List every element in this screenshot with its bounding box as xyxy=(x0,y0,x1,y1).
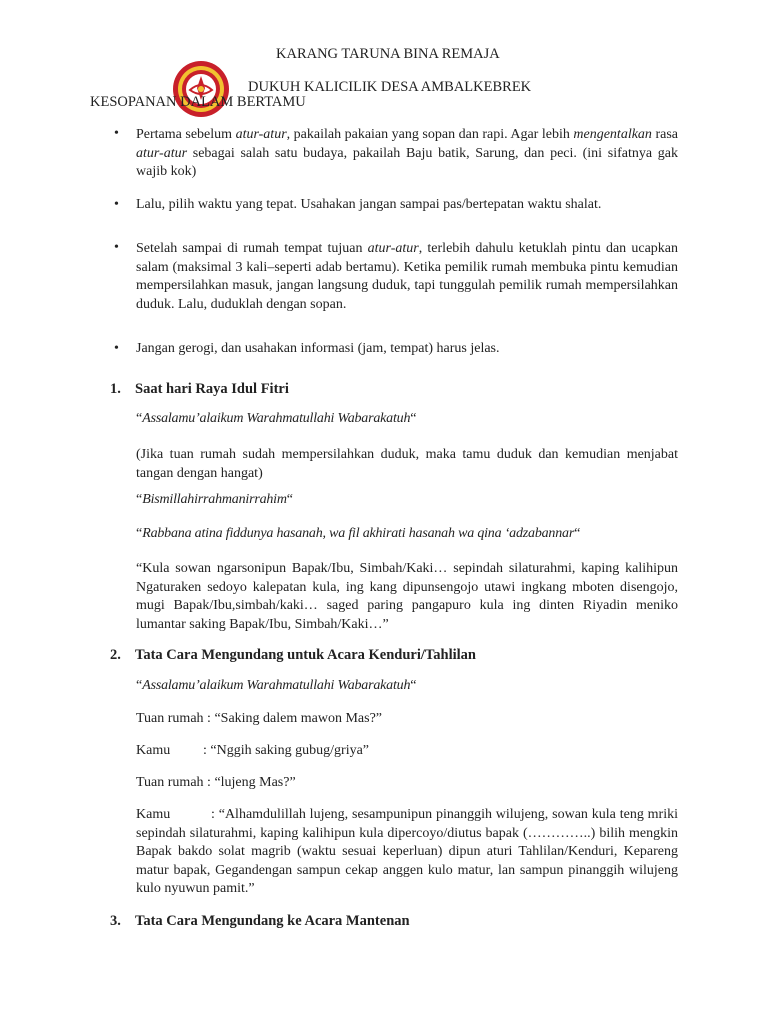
page-title: KESOPANAN DALAM BERTAMU xyxy=(90,94,306,110)
bullet-icon: • xyxy=(114,240,119,255)
bullet-icon: • xyxy=(114,341,119,356)
section-1-salam: “Assalamu’alaikum Warahmatullahi Wabarakatuh“ xyxy=(136,411,417,426)
section-1-heading: 1. Saat hari Raya Idul Fitri xyxy=(110,381,289,397)
bullet-3-text: Setelah sampai di rumah tempat tujuan atur-atur, terlebih dahulu ketuklah pintu dan ucapkan salam (maksimal 3 kali–seperti adab bertamu). Ketika pemilik rumah membuka pintu kemudian mempersilahkan masuk, jangan langsung duduk, tapi tunggulah pemilik rumah mempersilahkan duduk. Lalu, duduklah dengan sopan. xyxy=(136,241,678,312)
section-3-heading: 3. Tata Cara Mengundang ke Acara Mantenan xyxy=(110,913,410,929)
dialog-line-3: Tuan rumah : “lujeng Mas?” xyxy=(136,775,296,790)
bullet-2-text: Lalu, pilih waktu yang tepat. Usahakan jangan sampai pas/bertepatan waktu shalat. xyxy=(136,197,602,212)
bullet-icon: • xyxy=(114,126,119,141)
bullet-1-text: Pertama sebelum atur-atur, pakailah pakaian yang sopan dan rapi. Agar lebih mengentalkan rasa atur-atur sebagai salah satu budaya, pakailah Baju batik, Sarung, dan peci. (ini sifatnya gak wajib kok) xyxy=(136,127,678,179)
section-1-speech: “Kula sowan ngarsonipun Bapak/Ibu, Simbah/Kaki… sepindah silaturahmi, kaping kalihipun Ngaturaken sedoyo kalepatan kula, ing kang dipunsengojo utawi ingkang mboten disengojo, mugi Bapak/Ibu,simbah/kaki… saged paring pangapuro kula ing dinten Riyadin meniko lumantar saking Bapak/Ibu, Simbah/Kaki…” xyxy=(136,561,678,632)
section-1-note: (Jika tuan rumah sudah mempersilahkan duduk, maka tamu duduk dan kemudian menjabat tangan dengan hangat) xyxy=(136,447,678,481)
section-1-bismillah: “Bismillahirrahmanirrahim“ xyxy=(136,492,293,507)
org-name: KARANG TARUNA BINA REMAJA xyxy=(276,46,500,62)
section-2-heading: 2. Tata Cara Mengundang untuk Acara Kenduri/Tahlilan xyxy=(110,647,476,663)
bullet-icon: • xyxy=(114,197,119,212)
section-2-salam: “Assalamu’alaikum Warahmatullahi Wabarakatuh“ xyxy=(136,678,417,693)
dialog-line-2: Kamu : “Nggih saking gubug/griya” xyxy=(136,743,370,758)
bullet-4-text: Jangan gerogi, dan usahakan informasi (jam, tempat) harus jelas. xyxy=(136,341,500,356)
dialog-line-4: Kamu : “Alhamdulillah lujeng, sesampunipun pinanggih wilujeng, sowan kula teng mriki sepindah silaturahmi, kaping kalihipun kula dipercoyo/diutus bapak (…………..) bilih mengkin Bapak bakdo solat magrib (waktu sesuai keperluan) dipun aturi Tahlilan/Kenduri, Kepareng matur bapak, Gegandengan sampun cekap anggen kulo matur, lan sampun pinanggih wilujeng kulo nyuwun pamit.” xyxy=(136,807,678,896)
dialog-line-1: Tuan rumah : “Saking dalem mawon Mas?” xyxy=(136,711,382,726)
section-1-rabbana: “Rabbana atina fiddunya hasanah, wa fil akhirati hasanah wa qina ‘adzabannar“ xyxy=(136,526,581,541)
org-address: DUKUH KALICILIK DESA AMBALKEBREK xyxy=(248,79,532,95)
